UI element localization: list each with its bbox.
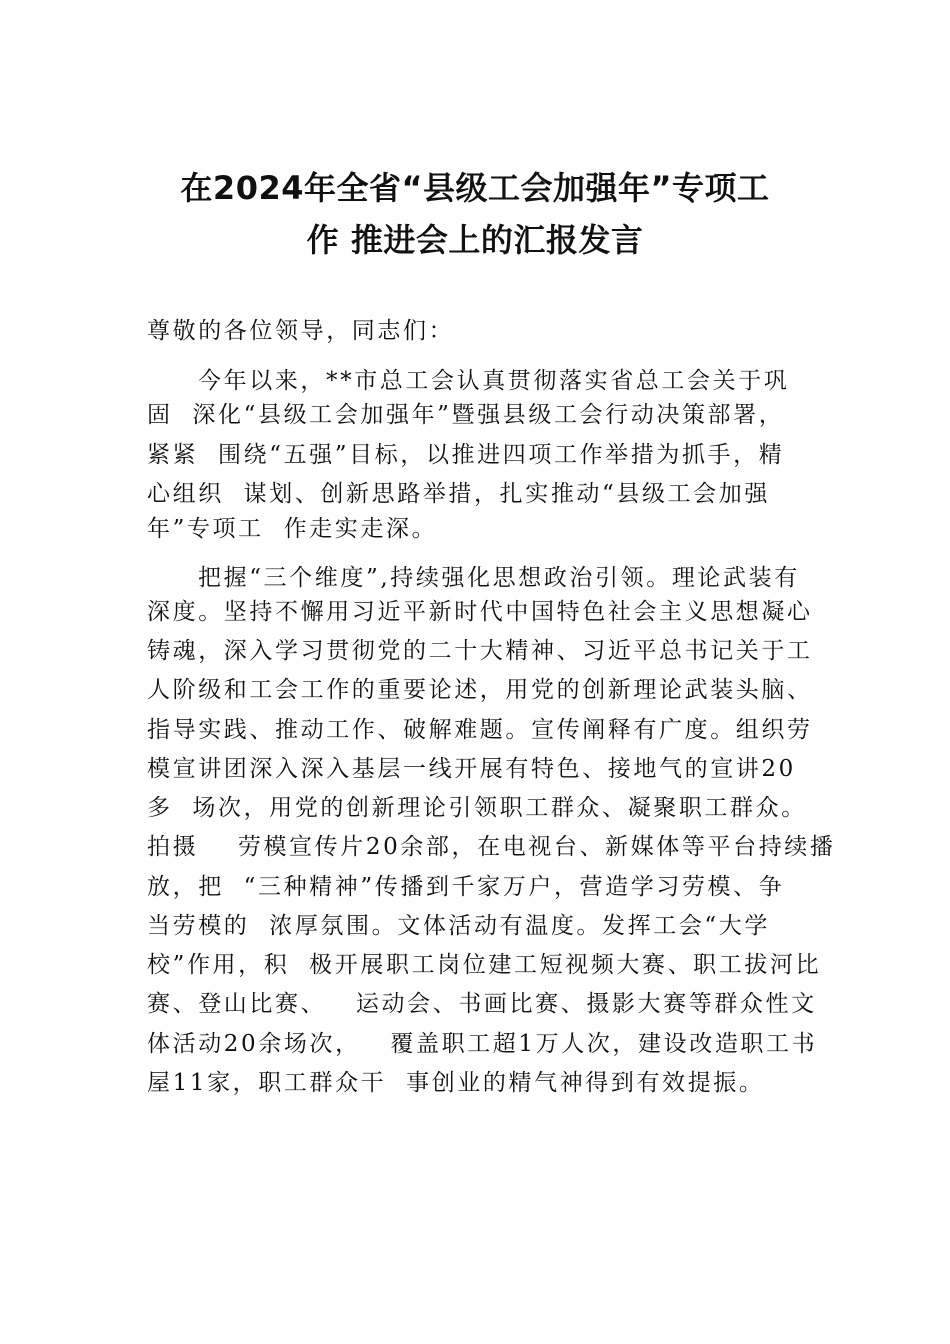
paragraph-2-line-11: 校”作用，积 极开展职工岗位建工短视频大赛、职工拔河比 xyxy=(147,952,822,978)
paragraph-2-line-6: 模宣讲团深入深入基层一线开展有特色、接地气的宣讲20 xyxy=(147,756,796,782)
paragraph-1-line-1: 今年以来，**市总工会认真贯彻落实省总工会关于巩 xyxy=(198,368,790,394)
paragraph-2-line-13: 体活动20余场次， 覆盖职工超1万人次，建设改造职工书 xyxy=(147,1031,818,1057)
paragraph-2-line-7: 多 场次，用党的创新理论引领职工群众、凝聚职工群众。 xyxy=(147,795,807,821)
paragraph-1-line-3: 紧紧 围绕“五强”目标，以推进四项工作举措为抓手，精 xyxy=(147,442,785,468)
paragraph-2-line-3: 铸魂，深入学习贯彻党的二十大精神、习近平总书记关于工 xyxy=(147,638,813,664)
document-title-line-2: 作 推进会上的汇报发言 xyxy=(306,221,644,259)
paragraph-2-line-8: 拍摄 劳模宣传片20余部，在电视台、新媒体等平台持续播 xyxy=(147,834,836,860)
paragraph-2-line-1: 把握“三个维度”,持续强化思想政治引领。理论武装有 xyxy=(198,565,800,591)
paragraph-1-line-4: 心组织 谋划、创新思路举措，扎实推动“县级工会加强 xyxy=(147,481,770,507)
paragraph-2-line-12: 赛、登山比赛、 运动会、书画比赛、摄影大赛等群众性文 xyxy=(147,991,817,1017)
paragraph-2-line-10: 当劳模的 浓厚氛围。文体活动有温度。发挥工会“大学 xyxy=(147,913,770,939)
paragraph-1-line-2: 固 深化“县级工会加强年”暨强县级工会行动决策部署， xyxy=(147,402,785,428)
paragraph-1-line-5: 年”专项工 作走实走深。 xyxy=(147,516,438,542)
salutation: 尊敬的各位领导，同志们： xyxy=(147,318,455,344)
paragraph-2-line-14: 屋11家，职工群众干 事创业的精气神得到有效提振。 xyxy=(147,1070,765,1096)
paragraph-2-line-2: 深度。坚持不懈用习近平新时代中国特色社会主义思想凝心 xyxy=(147,599,813,625)
paragraph-2-line-5: 指导实践、推动工作、破解难题。宣传阐释有广度。组织劳 xyxy=(147,717,813,743)
document-title-line-1: 在2024年全省“县级工会加强年”专项工 xyxy=(180,169,770,207)
paragraph-2-line-9: 放，把 “三种精神”传播到千家万户，营造学习劳模、争 xyxy=(147,874,785,900)
paragraph-2-line-4: 人阶级和工会工作的重要论述，用党的创新理论武装头脑、 xyxy=(147,677,813,703)
